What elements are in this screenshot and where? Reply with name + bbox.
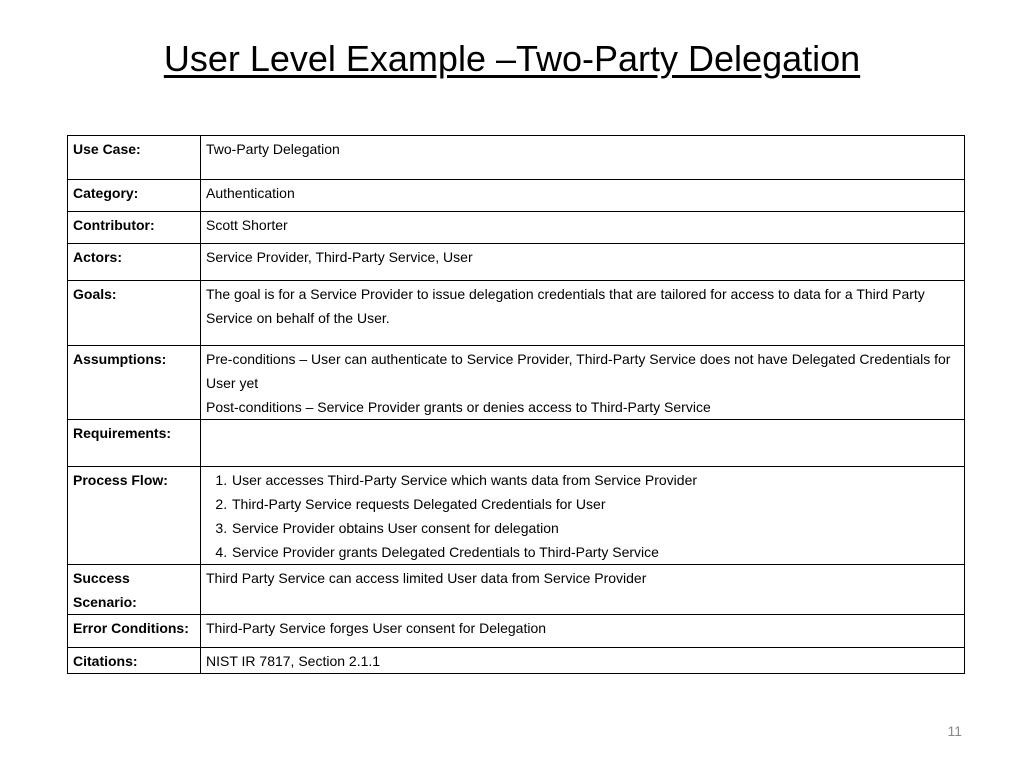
table-row <box>68 648 965 674</box>
table-row <box>68 244 965 281</box>
row-value: Two-Party Delegation <box>201 136 965 180</box>
table-row <box>68 615 965 648</box>
list-item: 4. Service Provider grants Delegated Credentials to Third-Party Service <box>231 540 959 564</box>
row-value: Authentication <box>201 180 965 212</box>
pre-conditions-text: Pre-conditions – User can authenticate to Service Provider, Third-Party Service does not have Delegated Credentials for User yet <box>206 351 951 391</box>
row-value: Scott Shorter <box>201 212 965 244</box>
table-row <box>68 420 965 467</box>
row-label: Goals: <box>68 281 201 346</box>
table-row <box>68 565 965 615</box>
slide-title: User Level Example –Two-Party Delegation <box>163 38 861 79</box>
row-value: Service Provider, Third-Party Service, User <box>201 244 965 281</box>
row-label: Requirements: <box>68 420 201 467</box>
table-row <box>68 467 965 565</box>
table-row <box>68 212 965 244</box>
page-number: 11 <box>947 723 962 739</box>
row-value <box>201 346 965 420</box>
use-case-table <box>67 135 965 674</box>
list-item: 1. User accesses Third-Party Service which wants data from Service Provider <box>231 468 959 492</box>
row-label: Citations: <box>68 648 201 674</box>
table-row <box>68 281 965 346</box>
table-row <box>68 346 965 420</box>
row-label: Actors: <box>68 244 201 281</box>
row-label: Assumptions: <box>68 346 201 420</box>
row-value: NIST IR 7817, Section 2.1.1 <box>201 648 965 674</box>
row-value: Third Party Service can access limited User data from Service Provider <box>201 565 965 615</box>
row-label: Use Case: <box>68 136 201 180</box>
post-conditions-text: Post-conditions – Service Provider grants or denies access to Third-Party Service <box>206 399 711 415</box>
table-row <box>68 180 965 212</box>
list-item: 2. Third-Party Service requests Delegated Credentials for User <box>231 492 959 516</box>
process-flow-list <box>206 468 959 564</box>
row-label: Category: <box>68 180 201 212</box>
row-label: Success Scenario: <box>68 565 201 615</box>
list-item: 3. Service Provider obtains User consent for delegation <box>231 516 959 540</box>
row-label: Process Flow: <box>68 467 201 565</box>
row-value <box>201 467 965 565</box>
row-value: The goal is for a Service Provider to issue delegation credentials that are tailored for access to data for a Third Party Service on behalf of the User. <box>201 281 965 346</box>
table-row <box>68 136 965 180</box>
row-label: Contributor: <box>68 212 201 244</box>
row-label: Error Conditions: <box>68 615 201 648</box>
row-value: Third-Party Service forges User consent for Delegation <box>201 615 965 648</box>
row-value <box>201 420 965 467</box>
